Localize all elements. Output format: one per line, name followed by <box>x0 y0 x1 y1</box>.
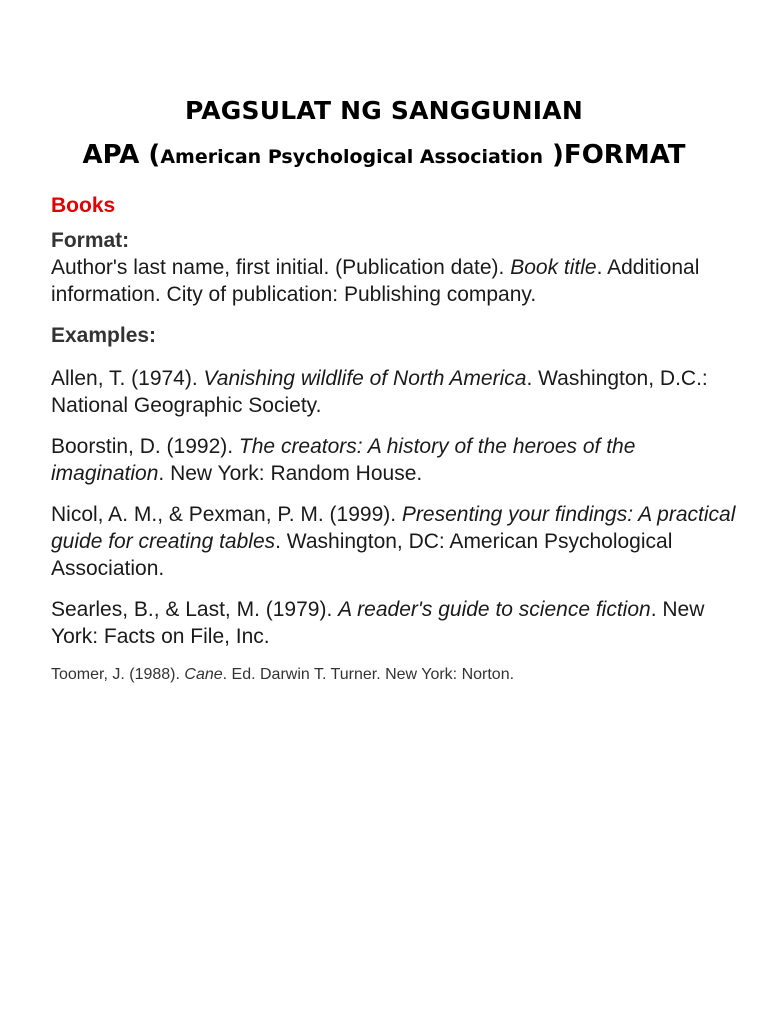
reference-author: Toomer, J. (1988). <box>51 666 185 683</box>
reference-title: A reader's guide to science fiction <box>338 598 651 621</box>
format-text-start: Author's last name, first initial. (Publication date). <box>51 256 511 279</box>
reference-entry <box>51 433 741 487</box>
subtitle-suffix: )FORMAT <box>543 140 686 170</box>
format-label: Format: <box>51 229 130 252</box>
reference-publisher: . New York: Facts on File, Inc. <box>51 598 705 648</box>
reference-entry <box>51 664 741 686</box>
reference-title: Cane <box>184 666 223 683</box>
reference-entry <box>51 365 741 419</box>
reference-title: Presenting your findings: A practical guide for creating tables <box>51 503 736 553</box>
reference-author: Searles, B., & Last, M. (1979). <box>51 598 339 621</box>
format-book-title: Book title <box>510 256 597 279</box>
reference-publisher: . Washington, DC: American Psychological Association. <box>51 530 673 580</box>
reference-publisher: . Washington, D.C.: National Geographic Society. <box>51 367 708 417</box>
page-subtitle <box>0 140 768 170</box>
reference-entry <box>51 501 741 582</box>
reference-title: The creators: A history of the heroes of the imagination <box>51 435 636 485</box>
page-title: PAGSULAT NG SANGGUNIAN <box>185 96 583 125</box>
reference-author: Nicol, A. M., & Pexman, P. M. (1999). <box>51 503 402 526</box>
reference-entry <box>51 596 741 650</box>
reference-author: Boorstin, D. (1992). <box>51 435 239 458</box>
reference-publisher: . New York: Random House. <box>158 462 423 485</box>
format-description <box>51 254 741 308</box>
section-heading-books: Books <box>51 194 116 217</box>
subtitle-prefix: APA ( <box>82 140 161 170</box>
reference-publisher: . Ed. Darwin T. Turner. New York: Norton. <box>222 666 515 683</box>
reference-title: Vanishing wildlife of North America <box>203 367 527 390</box>
subtitle-association: American Psychological Association <box>160 146 543 168</box>
examples-label: Examples: <box>51 324 157 347</box>
content-body <box>51 192 741 700</box>
reference-author: Allen, T. (1974). <box>51 367 204 390</box>
format-text-end: . Additional information. City of publication: Publishing company. <box>51 256 700 306</box>
